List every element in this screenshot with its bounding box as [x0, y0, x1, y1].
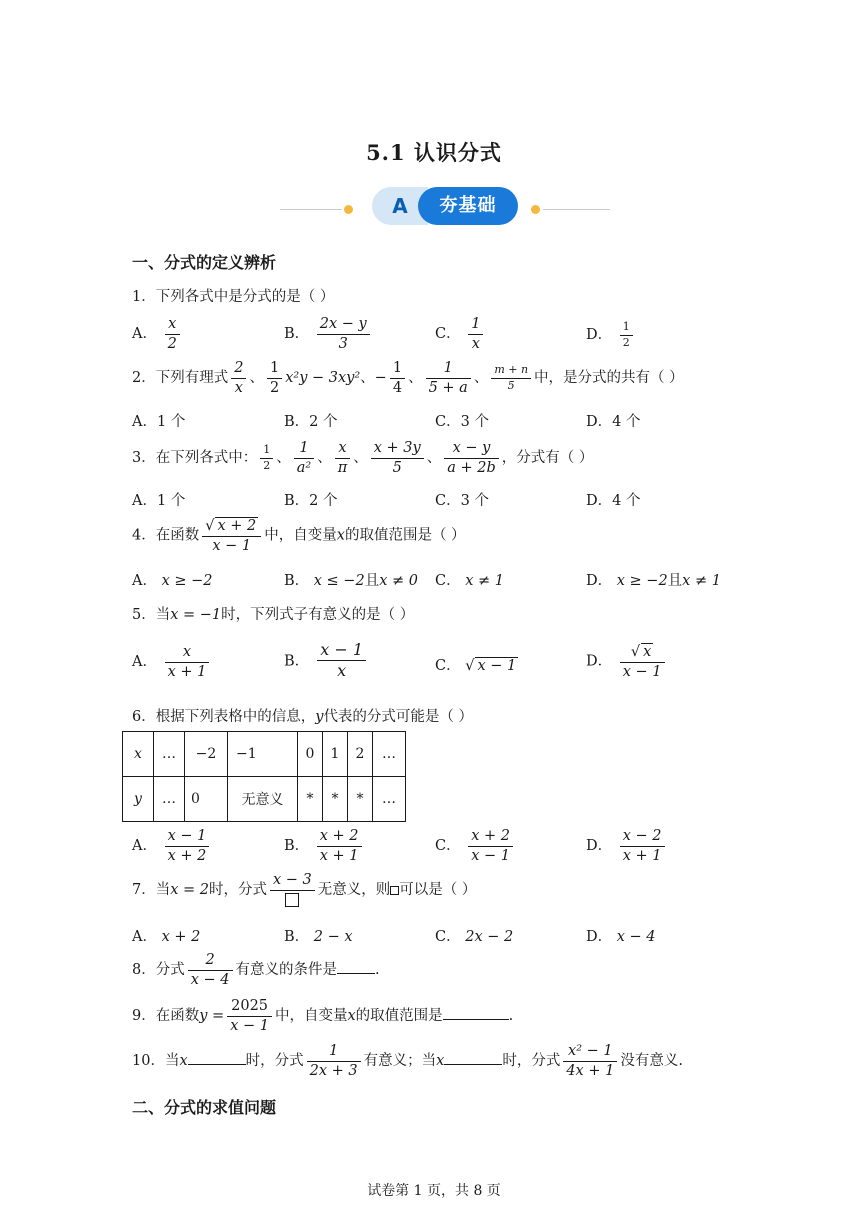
- banner-dot-left: [344, 205, 353, 214]
- value-table: [122, 731, 406, 822]
- fraction: $\frac{\text{x² − 1}}{4x + 1}$: [563, 1043, 617, 1079]
- q1-option-d: D． $\frac{1}{2}$: [586, 321, 636, 349]
- fraction: $\frac{x}{2}$: [165, 316, 180, 352]
- fraction: $\frac{x}{\pi}$: [335, 440, 351, 476]
- fraction: $\frac{m + n}{5}$: [491, 364, 531, 392]
- q4-option-c: C． x ≠ 1: [435, 573, 504, 589]
- q7-option-b: B． 2 − x: [284, 929, 353, 945]
- section-banner: [280, 185, 610, 229]
- section-heading-2: 二、分式的求值问题: [132, 1098, 277, 1117]
- small-square-icon: [390, 886, 399, 895]
- fraction: $\frac{1}{x}$: [468, 316, 483, 352]
- fraction: $\frac{1}{2x + 3}$: [307, 1043, 361, 1079]
- fraction: $\frac{x - 2}{x + 1}$: [620, 828, 665, 864]
- q2-option-c: C．3 个: [435, 414, 489, 430]
- fraction: $\frac{x - y}{a + 2b}$: [444, 440, 499, 476]
- q7-option-a: A． x + 2: [132, 929, 201, 945]
- q6-option-b: B． $\frac{x + 2}{x + 1}$: [284, 828, 365, 864]
- question-7: 7．当x = 2时，分式 x − 3 无意义，则 可以是（ ）: [132, 872, 476, 908]
- answer-blank[interactable]: [444, 1064, 502, 1065]
- fraction: $\frac{2}{x}$: [231, 360, 246, 396]
- section-heading-1: 一、分式的定义辨析: [132, 253, 277, 272]
- answer-blank[interactable]: [443, 1019, 509, 1020]
- question-8: 8．分式 $\frac{2}{x - 4}$ 有意义的条件是 .: [132, 952, 380, 988]
- fraction: $\frac{1}{2}$: [620, 321, 633, 349]
- fraction: $\frac{2025}{x - 1}$: [227, 998, 272, 1034]
- question-1: 1．下列各式中是分式的是（ ）: [132, 289, 335, 305]
- square-placeholder-icon: [285, 893, 299, 907]
- q6-option-c: C． $\frac{x + 2}{x - 1}$: [435, 828, 516, 864]
- q1-option-b: B． $\frac{2x - y}{3}$: [284, 316, 373, 352]
- question-9: 9．在函数y = $\frac{2025}{x - 1}$ 中，自变量x的取值范围是 .: [132, 998, 514, 1034]
- banner-text: 夯基础: [418, 187, 518, 225]
- fraction: $\frac{2}{x - 4}$: [188, 952, 233, 988]
- banner-line-left: [280, 209, 342, 210]
- page-title: 5.1 认识分式: [366, 140, 502, 165]
- q6-option-a: A． $\frac{x - 1}{x + 2}$: [132, 828, 212, 864]
- q1-option-c: C． $\frac{1}{x}$: [435, 316, 486, 352]
- question-3: 3．在下列各式中： $\frac{1}{2}$ 、 $\frac{1}{\text{a²}}$ 、 $\frac{x}{\pi}$ 、 $\frac{x + 3y}{5}$ 、 $\frac{x - y}{a + 2b}$ ，分式有（ ）: [132, 440, 594, 476]
- fraction: $\frac{1}{2}$: [267, 360, 282, 396]
- fraction: $\frac{x + 2}{x + 1}$: [317, 828, 362, 864]
- fraction: $\frac{x + 3y}{5}$: [371, 440, 424, 476]
- question-10: 10．当x 时，分式 $\frac{1}{2x + 3}$ 有意义；当x 时，分式 $\frac{\text{x² − 1}}{4x + 1}$ 没有意义.: [132, 1043, 683, 1079]
- fraction: x − 3: [270, 872, 315, 908]
- fraction: $\frac{1}{4}$: [390, 360, 405, 396]
- q5-option-a: A． $\frac{x}{x + 1}$: [132, 644, 212, 680]
- q2-option-d: D．4 个: [586, 414, 641, 430]
- q4-option-d: D． x ≥ −2且x ≠ 1: [586, 573, 721, 589]
- q5-option-d: D． $\frac{√ x}{x - 1}$: [586, 643, 668, 680]
- q4-option-a: A． x ≥ −2: [132, 573, 213, 589]
- q3-option-a: A．1 个: [132, 493, 186, 509]
- q1-option-a: A． $\frac{x}{2}$: [132, 316, 183, 352]
- q5-option-c: C． √ x − 1: [435, 658, 517, 674]
- q5-option-b: B． $\frac{x - 1}{x}$: [284, 641, 369, 681]
- table-row: y … 0 无意义 * * * …: [123, 777, 406, 822]
- q3-option-d: D．4 个: [586, 493, 641, 509]
- fraction: $\frac{x + 2}{x - 1}$: [468, 828, 513, 864]
- fraction: $\frac{√ x}{x - 1}$: [620, 643, 665, 680]
- fraction: $\frac{2x - y}{3}$: [317, 316, 370, 352]
- banner-line-right: [543, 209, 610, 210]
- fraction: $\frac{x - 1}{x + 2}$: [165, 828, 210, 864]
- q7-option-d: D． x − 4: [586, 929, 656, 945]
- answer-blank[interactable]: [337, 973, 375, 974]
- question-5: 5．当x = −1时，下列式子有意义的是（ ）: [132, 607, 415, 623]
- table-row: x … −2 −1 0 1 2 …: [123, 732, 406, 777]
- banner-dot-right: [531, 205, 540, 214]
- q2-option-b: B．2 个: [284, 414, 338, 430]
- fraction: $\frac{x - 1}{x}$: [317, 641, 366, 681]
- fraction: $\frac{√ x + 2}{x - 1}$: [202, 517, 261, 554]
- answer-blank[interactable]: [188, 1064, 246, 1065]
- question-2: 2．下列有理式 $\frac{2}{x}$ 、 $\frac{1}{2}$ x²y − 3xy²、− $\frac{1}{4}$ 、 $\frac{1}{5 + a}$ 、 $\frac{m + n}{5}$ 中，是分式的共有（ ）: [132, 360, 684, 396]
- q3-option-c: C．3 个: [435, 493, 489, 509]
- fraction: $\frac{1}{5 + a}$: [426, 360, 471, 396]
- page-footer: 试卷第 1 页，共 8 页: [367, 1183, 501, 1199]
- question-4: 4．在函数 $\frac{√ x + 2}{x - 1}$ 中，自变量x的取值范围是（ ）: [132, 518, 466, 554]
- q7-option-c: C． 2x − 2: [435, 929, 514, 945]
- banner-letter: A: [372, 187, 428, 225]
- q3-option-b: B．2 个: [284, 493, 338, 509]
- q2-option-a: A．1 个: [132, 414, 186, 430]
- fraction: $\frac{x}{x + 1}$: [165, 644, 210, 680]
- fraction: $\frac{1}{\text{a²}}$: [294, 440, 314, 476]
- question-6: 6．根据下列表格中的信息，y代表的分式可能是（ ）: [132, 709, 474, 725]
- q6-option-d: D． $\frac{x - 2}{x + 1}$: [586, 828, 668, 864]
- fraction: $\frac{1}{2}$: [260, 444, 273, 472]
- q4-option-b: B． x ≤ −2且x ≠ 0: [284, 573, 418, 589]
